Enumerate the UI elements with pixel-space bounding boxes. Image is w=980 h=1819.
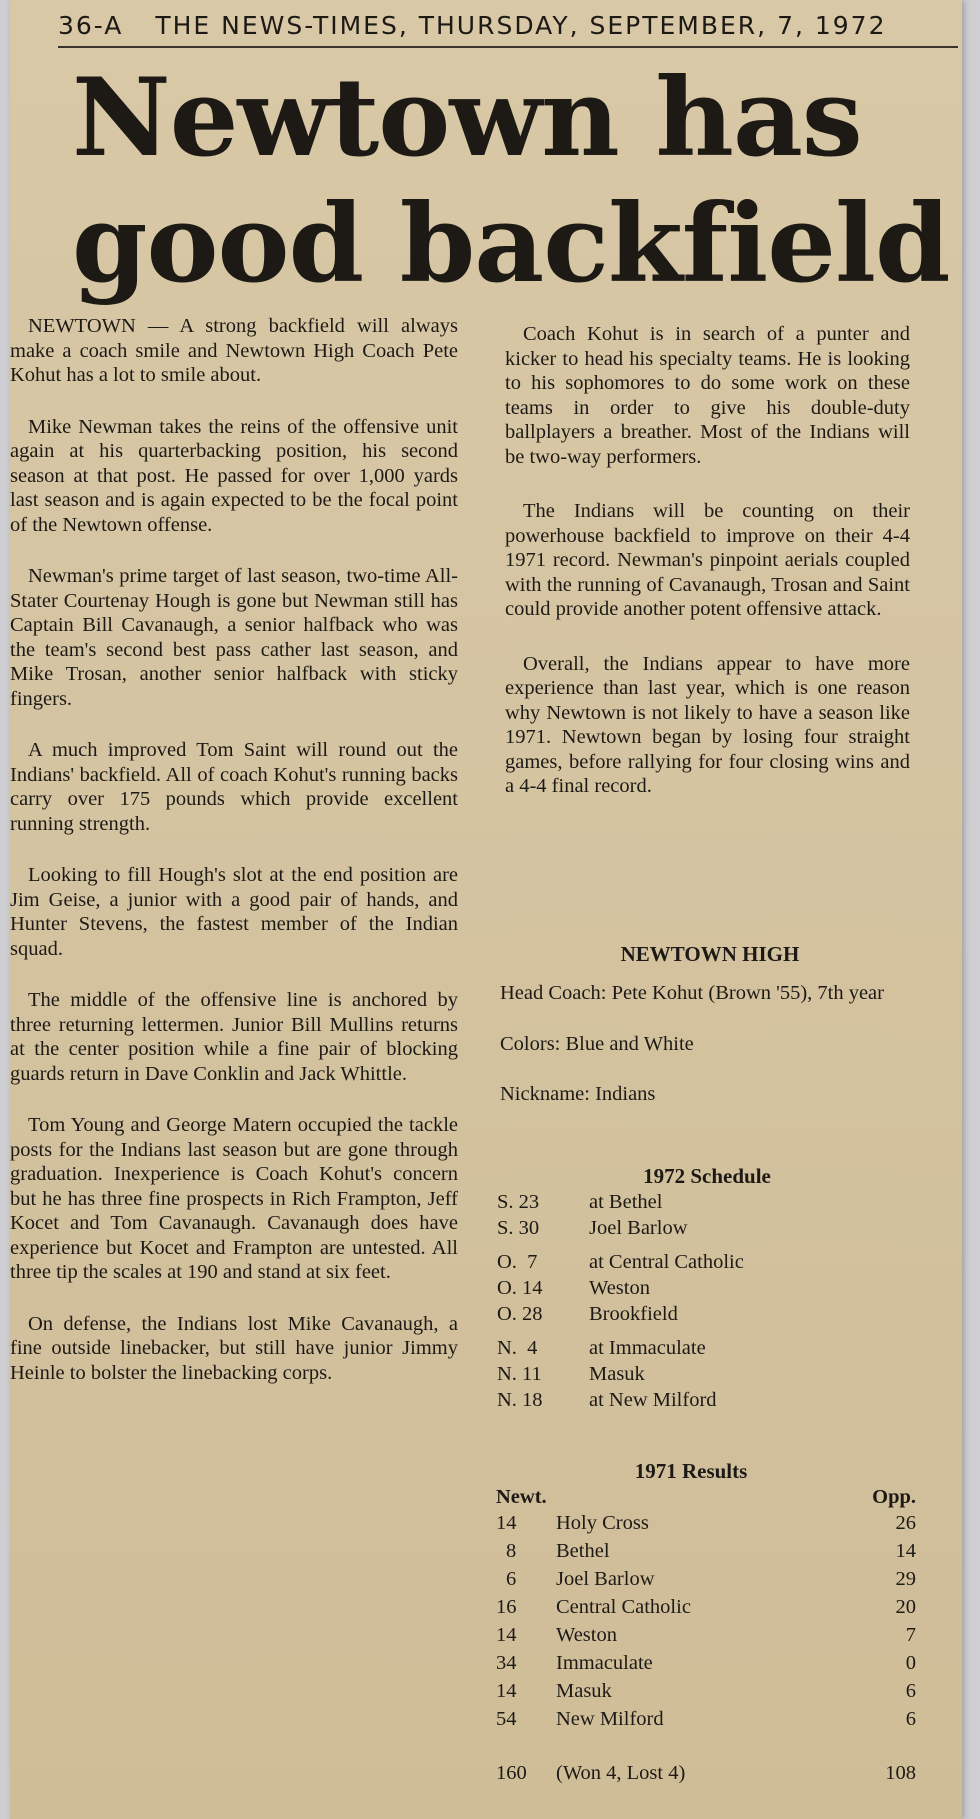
page-number: 36-A (58, 11, 124, 40)
head-coach: Head Coach: Pete Kohut (Brown '55), 7th year (500, 982, 884, 1004)
schedule-row (497, 1189, 857, 1215)
dateline-text: THE NEWS-TIMES, THURSDAY, SEPTEMBER, 7, 1972 (155, 11, 887, 40)
game-date: N. 11 (497, 1363, 542, 1385)
result-team: Holy Cross (556, 1512, 649, 1534)
total-newt: 160 (496, 1762, 527, 1784)
col-newt-label: Newt. (496, 1486, 547, 1508)
opp-score: 14 (895, 1540, 916, 1562)
article-paragraph: Newman's prime target of last season, two-time All-Stater Courtenay Hough is gone but Newman still has Captain Bill Cavanaugh, a senior halfback who was the team's second best pass cather last season, and Mike Trosan, another senior halfback with sticky fingers. (10, 565, 458, 710)
schedule-1972 (497, 1164, 857, 1413)
results-row (496, 1621, 916, 1649)
headline-line-2: good backfield (72, 181, 950, 307)
total-opp: 108 (885, 1762, 916, 1784)
schedule-title: 1972 Schedule (643, 1164, 771, 1188)
article-paragraph: Looking to fill Hough's slot at the end position are Jim Geise, a junior with a good pair of hands, and Hunter Stevens, the fastest member of the Indian squad. (10, 864, 458, 960)
game-opponent: at New Milford (589, 1389, 717, 1411)
opp-score: 29 (895, 1568, 916, 1590)
article-paragraph: Tom Young and George Matern occupied the tackle posts for the Indians last season but are gone through graduation. Inexperience is Coach Kohut's concern but he has three fine prospects in Rich Frampton, Jeff Kocet and Tom Cavanaugh. Cavanaugh does have experience but Kocet and Frampton are untested. All three tip the scales at 190 and stand at six feet. (10, 1114, 458, 1283)
newt-score: 8 (506, 1540, 517, 1562)
col-opp-label: Opp. (872, 1486, 916, 1508)
schedule-row (497, 1249, 857, 1275)
opp-score: 26 (895, 1512, 916, 1534)
game-date: O. 28 (497, 1303, 543, 1325)
opp-score: 6 (905, 1708, 916, 1730)
result-team: Central Catholic (556, 1596, 691, 1618)
article-paragraph: The Indians will be counting on their powerhouse backfield to improve on their 4-4 1971 record. Newman's pinpoint aerials coupled with the running of Cavanaugh, Trosan and Saint could provide another potent offensive attack. (505, 500, 910, 620)
game-opponent: at Immaculate (589, 1337, 706, 1359)
game-date: N. 4 (497, 1337, 538, 1359)
results-row (496, 1705, 916, 1733)
opp-score: 20 (895, 1596, 916, 1618)
newt-score: 6 (506, 1568, 517, 1590)
opp-score: 7 (905, 1624, 916, 1646)
newt-score: 54 (496, 1708, 517, 1730)
article-paragraph: The middle of the offensive line is anchored by three returning lettermen. Junior Bill Mullins returns at the center position while a fine pair of blocking guards return in Dave Conklin and Jack Whittle. (10, 989, 458, 1085)
newt-score: 34 (496, 1652, 517, 1674)
results-header (496, 1486, 916, 1509)
results-row (496, 1649, 916, 1677)
results-row (496, 1677, 916, 1705)
game-opponent: Joel Barlow (589, 1217, 688, 1239)
team-nickname: Nickname: Indians (500, 1083, 656, 1105)
schedule-row (497, 1301, 857, 1327)
newt-score: 14 (496, 1512, 517, 1534)
schedule-row (497, 1215, 857, 1241)
game-opponent: at Central Catholic (589, 1251, 744, 1273)
results-total-row (496, 1759, 916, 1787)
article-paragraph: On defense, the Indians lost Mike Cavanaugh, a fine outside linebacker, but still have junior Jimmy Heinle to bolster the linebacking corps. (10, 1312, 458, 1384)
game-date: S. 30 (497, 1217, 540, 1239)
game-date: S. 23 (497, 1191, 540, 1213)
team-info-box (500, 942, 920, 1107)
article-column-left (10, 314, 458, 1412)
results-row (496, 1509, 916, 1537)
article-paragraph: Overall, the Indians appear to have more experience than last year, which is one reason why Newtown is not likely to have a season like 1971. Newtown began by losing four straight games, before rallying for four closing wins and a 4-4 final record. (505, 652, 910, 797)
result-team: Bethel (556, 1540, 610, 1562)
result-team: Joel Barlow (556, 1568, 655, 1590)
game-date: O. 7 (497, 1251, 538, 1273)
schedule-row (497, 1361, 857, 1387)
schedule-row (497, 1275, 857, 1301)
article-paragraph: Mike Newman takes the reins of the offensive unit again at his quarterbacking position, his second season at that post. He passed for over 1,000 yards last season and is again expected to be the focal point of the Newtown offense. (10, 415, 458, 536)
game-opponent: at Bethel (589, 1191, 663, 1213)
game-opponent: Brookfield (589, 1303, 678, 1325)
game-date: N. 18 (497, 1389, 543, 1411)
opp-score: 0 (905, 1652, 916, 1674)
team-info-title: NEWTOWN HIGH (620, 942, 800, 966)
headline-line-1: Newtown has (72, 55, 862, 181)
game-opponent: Masuk (589, 1363, 645, 1385)
dateline (58, 6, 958, 48)
results-row (496, 1593, 916, 1621)
schedule-row (497, 1387, 857, 1413)
season-record: (Won 4, Lost 4) (556, 1762, 686, 1784)
results-row (496, 1537, 916, 1565)
game-date: O. 14 (497, 1277, 543, 1299)
headline (72, 55, 952, 307)
article-column-right (505, 322, 910, 829)
newt-score: 14 (496, 1624, 517, 1646)
schedule-row (497, 1335, 857, 1361)
opp-score: 6 (905, 1680, 916, 1702)
results-row (496, 1565, 916, 1593)
result-team: Masuk (556, 1680, 612, 1702)
article-paragraph: NEWTOWN — A strong backfield will always make a coach smile and Newtown High Coach Pete Kohut has a lot to smile about. (10, 315, 458, 386)
result-team: Weston (556, 1624, 617, 1646)
article-paragraph: A much improved Tom Saint will round out the Indians' backfield. All of coach Kohut's running backs carry over 175 pounds which provide excellent running strength. (10, 739, 458, 835)
game-opponent: Weston (589, 1277, 650, 1299)
result-team: Immaculate (556, 1652, 653, 1674)
newt-score: 14 (496, 1680, 517, 1702)
article-paragraph: Coach Kohut is in search of a punter and kicker to head his specialty teams. He is looking to his sophomores to do some work on these teams in order to give his double-duty ballplayers a breather. Most of the Indians will be two-way performers. (505, 323, 910, 468)
newt-score: 16 (496, 1596, 517, 1618)
result-team: New Milford (556, 1708, 664, 1730)
team-colors: Colors: Blue and White (500, 1032, 694, 1055)
results-title: 1971 Results (634, 1459, 748, 1483)
results-1971 (496, 1459, 916, 1787)
